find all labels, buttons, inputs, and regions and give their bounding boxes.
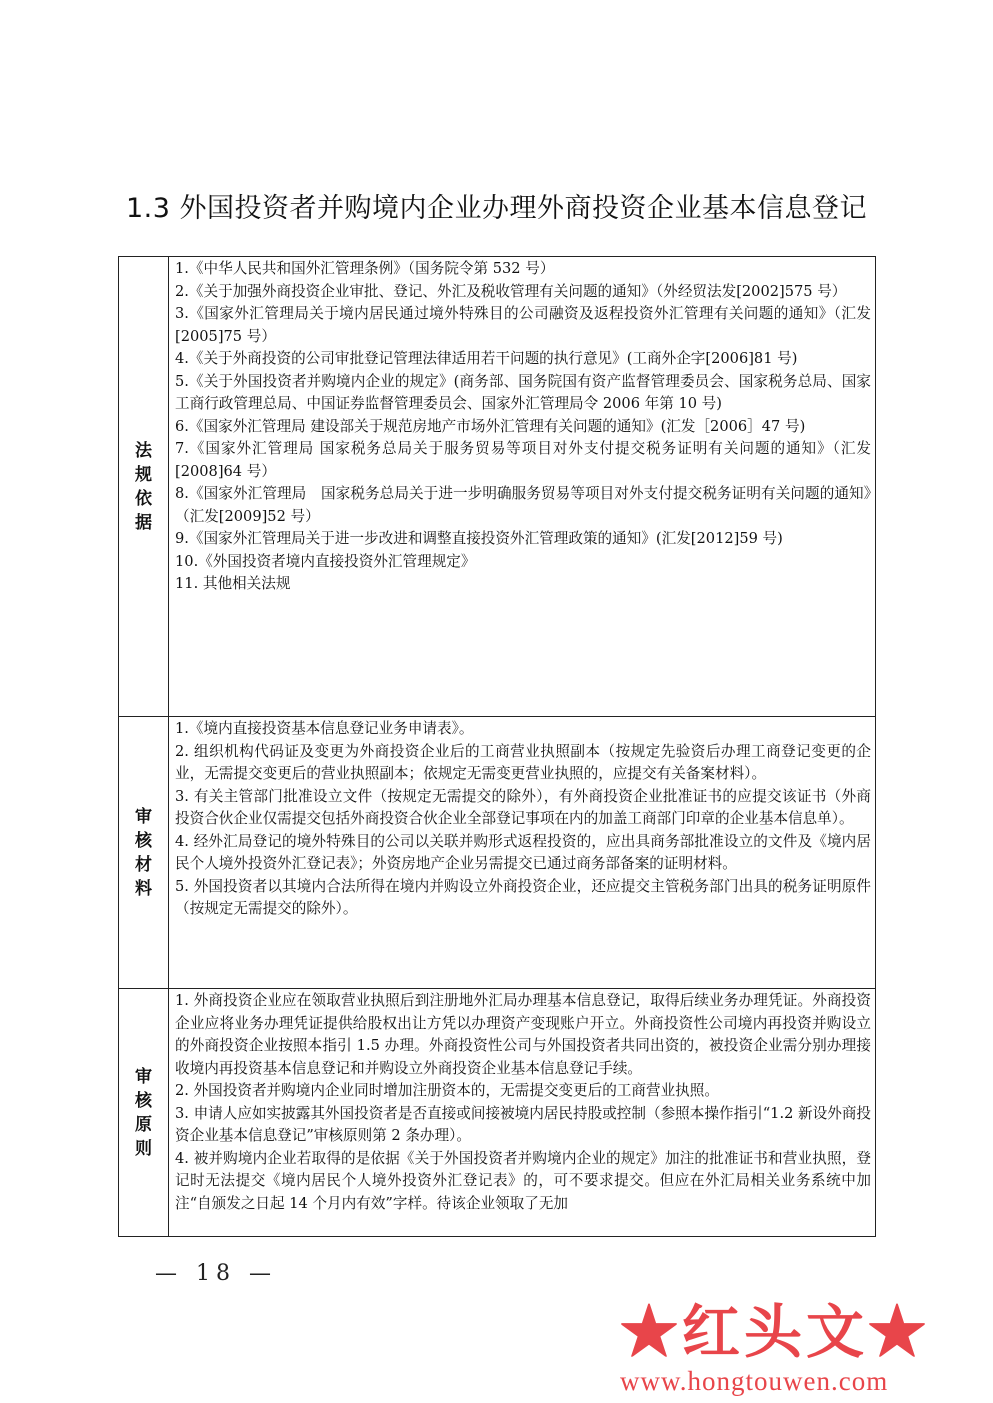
list-item: 1.《境内直接投资基本信息登记业务申请表》。 <box>175 720 474 737</box>
list-item: 7.《国家外汇管理局 国家税务总局关于服务贸易等项目对外支付提交税务证明有关问题的通知》（汇发[2008]64 号） <box>175 440 871 480</box>
watermark-logo: ★红头文★ <box>620 1298 931 1366</box>
list-item: 5.《关于外国投资者并购境内企业的规定》(商务部、国务院国有资产监督管理委员会、国家税务总局、国家工商行政管理总局、中国证券监督管理委员会、国家外汇管理局令 2006 年第 10 号) <box>175 372 871 412</box>
page-title: 1.3 外国投资者并购境内企业办理外商投资企业基本信息登记 <box>125 193 868 224</box>
list-item: 2. 外国投资者并购境内企业同时增加注册资本的，无需提交变更后的工商营业执照。 <box>175 1082 719 1099</box>
list-item: 5. 外国投资者以其境内合法所得在境内并购设立外商投资企业，还应提交主管税务部门出具的税务证明原件（按规定无需提交的除外）。 <box>175 877 871 917</box>
table-row-legal-basis <box>119 257 876 717</box>
list-item: 1.《中华人民共和国外汇管理条例》（国务院令第 532 号） <box>175 260 555 277</box>
list-item: 1. 外商投资企业应在领取营业执照后到注册地外汇局办理基本信息登记，取得后续业务办理凭证。外商投资企业应将业务办理凭证提供给股权出让方凭以办理资产变现账户开立。外商投资性公司境内再投资并购设立的外商投资企业按照本指引 1.5 办理。外商投资性公司与外国投资者共同出资的，被投资企业需分别办理接收境内再投资基本信息登记和并购设立外商投资企业基本信息登记手续。 <box>175 992 871 1077</box>
section-label-review-principles: 审 核 原 则 <box>119 989 169 1237</box>
section-label-review-materials: 审 核 材 料 <box>119 717 169 989</box>
list-item: 4. 经外汇局登记的境外特殊目的公司以关联并购形式返程投资的，应出具商务部批准设立的文件及《境内居民个人境外投资外汇登记表》；外资房地产企业另需提交已通过商务部备案的证明材料。 <box>175 832 871 872</box>
list-item: 4.《关于外商投资的公司审批登记管理法律适用若干问题的执行意见》(工商外企字[2006]81 号) <box>175 350 798 367</box>
list-item: 3. 有关主管部门批准设立文件（按规定无需提交的除外），有外商投资企业批准证书的应提交该证书（外商投资合伙企业仅需提交包括外商投资合伙企业全部登记事项在内的加盖工商部门印章的企业基本信息单）。 <box>175 787 871 827</box>
section-content-review-principles <box>169 989 876 1237</box>
section-content-legal-basis <box>169 257 876 717</box>
watermark-url: www.hongtouwen.com <box>620 1366 889 1396</box>
list-item: 4. 被并购境内企业若取得的是依据《关于外国投资者并购境内企业的规定》加注的批准证书和营业执照，登记时无法提交《境内居民个人境外投资外汇登记表》的，可不要求提交。但应在外汇局相关业务系统中加注“自颁发之日起 14 个月内有效”字样。待该企业领取了无加 <box>175 1149 871 1212</box>
table-row-review-materials <box>119 717 876 989</box>
list-item: 3. 申请人应如实披露其外国投资者是否直接或间接被境内居民持股或控制（参照本操作指引“1.2 新设外商投资企业基本信息登记”审核原则第 2 条办理）。 <box>175 1104 872 1144</box>
list-item: 9.《国家外汇管理局关于进一步改进和调整直接投资外汇管理政策的通知》(汇发[2012]59 号) <box>175 530 783 547</box>
list-item: 3.《国家外汇管理局关于境内居民通过境外特殊目的公司融资及返程投资外汇管理有关问题的通知》（汇发[2005]75 号） <box>175 305 871 345</box>
list-item: 2.《关于加强外商投资企业审批、登记、外汇及税收管理有关问题的通知》（外经贸法发[2002]575 号） <box>175 282 847 300</box>
page-number: — 18 — <box>155 1261 277 1286</box>
list-item: 2. 组织机构代码证及变更为外商投资企业后的工商营业执照副本（按规定先验资后办理工商登记变更的企业，无需提交变更后的营业执照副本；依规定无需变更营业执照的，应提交有关备案材料）。 <box>175 742 871 782</box>
list-item: 6.《国家外汇管理局 建设部关于规范房地产市场外汇管理有关问题的通知》(汇发［2006］47 号) <box>175 417 806 435</box>
section-label-legal-basis: 法 规 依 据 <box>119 257 169 717</box>
info-table <box>118 256 876 1237</box>
list-item: 8.《国家外汇管理局 国家税务总局关于进一步明确服务贸易等项目对外支付提交税务证明有关问题的通知》（汇发[2009]52 号） <box>175 485 871 525</box>
section-content-review-materials <box>169 717 876 989</box>
list-item: 10.《外国投资者境内直接投资外汇管理规定》 <box>175 552 476 570</box>
table-row-review-principles <box>119 989 876 1237</box>
list-item: 11. 其他相关法规 <box>175 575 291 592</box>
